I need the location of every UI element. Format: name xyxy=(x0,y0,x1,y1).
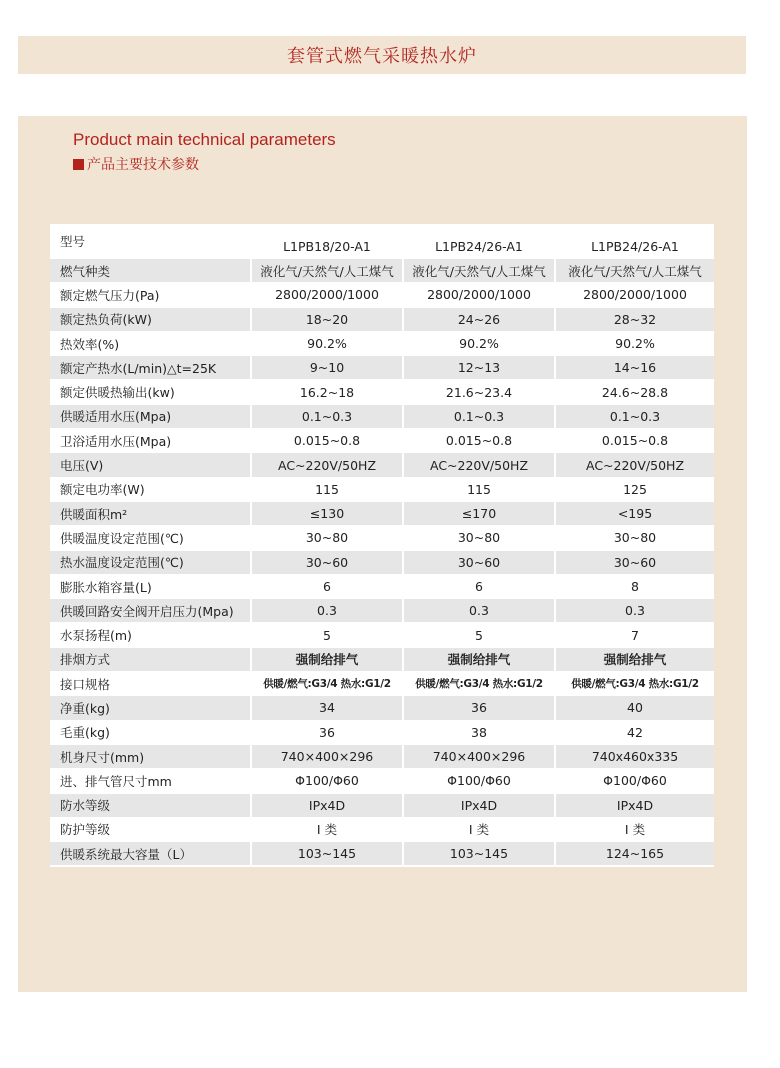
table-row xyxy=(50,526,714,550)
table-row xyxy=(50,575,714,599)
row-label-cell: 防护等级 xyxy=(60,822,111,838)
row-value-cell: 21.6~23.4 xyxy=(402,380,554,403)
parameters-panel xyxy=(18,116,747,992)
row-label-cell: 热效率(%) xyxy=(60,336,120,352)
table-row xyxy=(50,405,714,429)
table-row xyxy=(50,623,714,647)
row-value-cell: 740×400×296 xyxy=(402,745,554,768)
row-value-cell: ≤130 xyxy=(250,502,402,525)
row-value-cell: 740x460x335 xyxy=(554,745,714,768)
row-value-cell: 115 xyxy=(250,478,402,501)
row-value-cell: I 类 xyxy=(554,818,714,841)
row-value-cell: 强制给排气 xyxy=(554,648,714,671)
row-label-cell: 进、排气管尺寸mm xyxy=(60,773,172,789)
row-value-cell: 30~60 xyxy=(402,551,554,574)
row-value-cell: 0.015~0.8 xyxy=(402,429,554,452)
row-label-cell: 水泵扬程(m) xyxy=(60,628,132,644)
table-row xyxy=(50,745,714,769)
table-header-row xyxy=(50,224,714,259)
header-cell-model-3: L1PB24/26-A1 xyxy=(554,224,714,258)
row-value-cell: 9~10 xyxy=(250,356,402,379)
row-value-cell: AC~220V/50HZ xyxy=(250,453,402,476)
row-value-cell: 90.2% xyxy=(554,332,714,355)
row-value-cell: AC~220V/50HZ xyxy=(402,453,554,476)
row-value-cell: 18~20 xyxy=(250,308,402,331)
heading-english: Product main technical parameters xyxy=(73,130,336,149)
row-value-cell: IPx4D xyxy=(250,794,402,817)
row-value-cell: Φ100/Φ60 xyxy=(250,769,402,792)
row-value-cell: 16.2~18 xyxy=(250,380,402,403)
row-label-cell: 供暖系统最大容量（L） xyxy=(60,846,192,862)
spec-table xyxy=(50,224,714,867)
row-value-cell: 30~80 xyxy=(554,526,714,549)
table-row xyxy=(50,332,714,356)
row-label-cell: 额定热负荷(kW) xyxy=(60,312,152,328)
header-cell-model-2: L1PB24/26-A1 xyxy=(402,224,554,258)
row-value-cell: Φ100/Φ60 xyxy=(402,769,554,792)
row-value-cell: 115 xyxy=(402,478,554,501)
header-cell-model-label: 型号 xyxy=(60,234,86,249)
row-value-cell: 38 xyxy=(402,721,554,744)
row-value-cell: 90.2% xyxy=(402,332,554,355)
table-row xyxy=(50,478,714,502)
table-row xyxy=(50,551,714,575)
table-row xyxy=(50,283,714,307)
row-value-cell: 液化气/天然气/人工煤气 xyxy=(250,259,402,282)
table-row xyxy=(50,842,714,866)
row-value-cell: 24.6~28.8 xyxy=(554,380,714,403)
row-value-cell: 125 xyxy=(554,478,714,501)
row-value-cell: 30~60 xyxy=(250,551,402,574)
title-bar xyxy=(18,36,746,74)
row-value-cell: 0.1~0.3 xyxy=(554,405,714,428)
table-row xyxy=(50,453,714,477)
row-label-cell: 供暖适用水压(Mpa) xyxy=(60,409,172,425)
row-label-cell: 供暖温度设定范围(℃) xyxy=(60,530,184,546)
row-value-cell: 14~16 xyxy=(554,356,714,379)
table-row xyxy=(50,308,714,332)
row-value-cell: 36 xyxy=(402,696,554,719)
row-value-cell: 28~32 xyxy=(554,308,714,331)
row-label-cell: 机身尺寸(mm) xyxy=(60,749,145,765)
row-value-cell: 7 xyxy=(554,623,714,646)
row-value-cell: 0.3 xyxy=(554,599,714,622)
row-value-cell: 6 xyxy=(250,575,402,598)
row-label-cell: 膨胀水箱容量(L) xyxy=(60,579,152,595)
row-value-cell: 强制给排气 xyxy=(402,648,554,671)
table-row xyxy=(50,380,714,404)
row-value-cell: 2800/2000/1000 xyxy=(402,283,554,306)
row-label-cell: 接口规格 xyxy=(60,676,111,692)
row-value-cell: I 类 xyxy=(402,818,554,841)
row-value-cell: 30~80 xyxy=(250,526,402,549)
table-row xyxy=(50,356,714,380)
row-value-cell: 36 xyxy=(250,721,402,744)
row-value-cell: 供暖/燃气:G3/4 热水:G1/2 xyxy=(250,672,402,695)
row-value-cell: AC~220V/50HZ xyxy=(554,453,714,476)
header-cell-model-1: L1PB18/20-A1 xyxy=(250,224,402,258)
table-row xyxy=(50,259,714,283)
row-value-cell: 液化气/天然气/人工煤气 xyxy=(402,259,554,282)
page-title: 套管式燃气采暖热水炉 xyxy=(287,46,477,67)
row-value-cell: 2800/2000/1000 xyxy=(250,283,402,306)
row-value-cell: 0.3 xyxy=(250,599,402,622)
row-value-cell: 34 xyxy=(250,696,402,719)
row-value-cell: 30~80 xyxy=(402,526,554,549)
row-value-cell: 40 xyxy=(554,696,714,719)
row-value-cell: I 类 xyxy=(250,818,402,841)
row-value-cell: 5 xyxy=(250,623,402,646)
row-value-cell: 42 xyxy=(554,721,714,744)
table-row xyxy=(50,769,714,793)
row-value-cell: 供暖/燃气:G3/4 热水:G1/2 xyxy=(402,672,554,695)
table-row xyxy=(50,721,714,745)
row-label-cell: 电压(V) xyxy=(60,458,104,474)
row-value-cell: IPx4D xyxy=(554,794,714,817)
bullet-square-icon xyxy=(73,159,84,170)
row-value-cell: 103~145 xyxy=(250,842,402,865)
row-value-cell: 液化气/天然气/人工煤气 xyxy=(554,259,714,282)
row-value-cell: <195 xyxy=(554,502,714,525)
row-value-cell: ≤170 xyxy=(402,502,554,525)
row-label-cell: 额定电功率(W) xyxy=(60,482,145,498)
table-row xyxy=(50,696,714,720)
table-row xyxy=(50,794,714,818)
row-value-cell: 90.2% xyxy=(250,332,402,355)
row-label-cell: 热水温度设定范围(℃) xyxy=(60,555,184,571)
row-value-cell: 8 xyxy=(554,575,714,598)
row-label-cell: 额定燃气压力(Pa) xyxy=(60,287,160,303)
row-value-cell: 103~145 xyxy=(402,842,554,865)
row-label-cell: 净重(kg) xyxy=(60,700,110,716)
table-row xyxy=(50,502,714,526)
row-value-cell: 2800/2000/1000 xyxy=(554,283,714,306)
table-row xyxy=(50,648,714,672)
row-value-cell: 强制给排气 xyxy=(250,648,402,671)
row-value-cell: 12~13 xyxy=(402,356,554,379)
table-row xyxy=(50,599,714,623)
row-value-cell: 0.3 xyxy=(402,599,554,622)
row-label-cell: 额定供暖热输出(kw) xyxy=(60,385,175,401)
row-value-cell: 0.015~0.8 xyxy=(554,429,714,452)
row-value-cell: 供暖/燃气:G3/4 热水:G1/2 xyxy=(554,672,714,695)
row-value-cell: 0.015~0.8 xyxy=(250,429,402,452)
row-label-cell: 排烟方式 xyxy=(60,652,111,668)
row-value-cell: 6 xyxy=(402,575,554,598)
table-row xyxy=(50,429,714,453)
row-value-cell: 5 xyxy=(402,623,554,646)
table-row xyxy=(50,672,714,696)
row-value-cell: 24~26 xyxy=(402,308,554,331)
row-value-cell: IPx4D xyxy=(402,794,554,817)
row-label-cell: 供暖回路安全阀开启压力(Mpa) xyxy=(60,603,234,619)
row-label-cell: 毛重(kg) xyxy=(60,725,110,741)
row-label-cell: 供暖面积m² xyxy=(60,506,128,522)
row-value-cell: Φ100/Φ60 xyxy=(554,769,714,792)
row-value-cell: 0.1~0.3 xyxy=(402,405,554,428)
heading-chinese-text: 产品主要技术参数 xyxy=(87,157,199,173)
row-value-cell: 740×400×296 xyxy=(250,745,402,768)
row-value-cell: 0.1~0.3 xyxy=(250,405,402,428)
row-value-cell: 30~60 xyxy=(554,551,714,574)
table-row xyxy=(50,818,714,842)
row-label-cell: 卫浴适用水压(Mpa) xyxy=(60,433,172,449)
heading-chinese xyxy=(73,154,199,174)
row-label-cell: 额定产热水(L/min)△t=25K xyxy=(60,360,217,376)
row-label-cell: 防水等级 xyxy=(60,798,111,814)
row-value-cell: 124~165 xyxy=(554,842,714,865)
row-label-cell: 燃气种类 xyxy=(60,263,111,279)
